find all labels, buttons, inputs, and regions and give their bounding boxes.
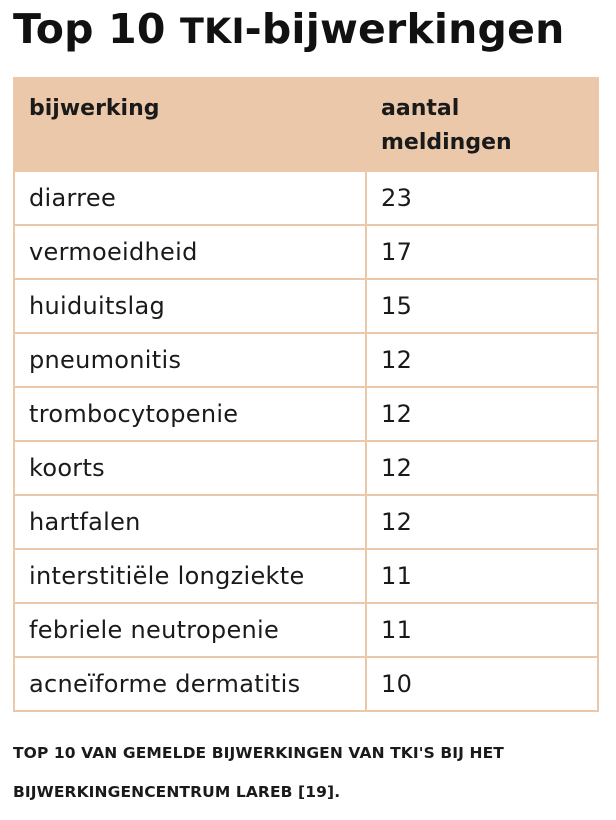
table-row bbox=[14, 171, 598, 225]
header-count-line2: meldingen bbox=[381, 130, 512, 155]
table-body bbox=[14, 171, 598, 711]
report-count-cell: 12 bbox=[366, 333, 598, 387]
table-row bbox=[14, 495, 598, 549]
report-count-cell: 10 bbox=[366, 657, 598, 711]
title-acronym: TKI bbox=[180, 12, 245, 52]
side-effect-cell: huiduitslag bbox=[14, 279, 366, 333]
table-row bbox=[14, 657, 598, 711]
side-effects-table bbox=[13, 77, 599, 712]
side-effect-cell: febriele neutropenie bbox=[14, 603, 366, 657]
side-effect-cell: diarree bbox=[14, 171, 366, 225]
header-report-count bbox=[366, 78, 598, 171]
report-count-cell: 15 bbox=[366, 279, 598, 333]
side-effect-cell: vermoeidheid bbox=[14, 225, 366, 279]
report-count-cell: 11 bbox=[366, 603, 598, 657]
table-row bbox=[14, 387, 598, 441]
header-side-effect: bijwerking bbox=[14, 78, 366, 171]
side-effect-cell: interstitiële longziekte bbox=[14, 549, 366, 603]
side-effect-cell: acneïforme dermatitis bbox=[14, 657, 366, 711]
title-prefix: Top 10 bbox=[13, 5, 181, 53]
page-title bbox=[13, 4, 565, 57]
report-count-cell: 11 bbox=[366, 549, 598, 603]
report-count-cell: 17 bbox=[366, 225, 598, 279]
table-row bbox=[14, 279, 598, 333]
caption-line2: BIJWERKINGENCENTRUM LAREB [19]. bbox=[13, 783, 341, 801]
table-row bbox=[14, 549, 598, 603]
side-effect-cell: hartfalen bbox=[14, 495, 366, 549]
report-count-cell: 23 bbox=[366, 171, 598, 225]
header-count-line1: aantal bbox=[381, 96, 460, 121]
caption-line1: TOP 10 VAN GEMELDE BIJWERKINGEN VAN TKI'S BIJ HET bbox=[13, 744, 504, 762]
table-row bbox=[14, 603, 598, 657]
table-header bbox=[14, 78, 598, 171]
table-caption bbox=[13, 734, 603, 812]
report-count-cell: 12 bbox=[366, 387, 598, 441]
side-effect-cell: pneumonitis bbox=[14, 333, 366, 387]
header-row bbox=[14, 78, 598, 171]
table-row bbox=[14, 441, 598, 495]
side-effect-cell: trombocytopenie bbox=[14, 387, 366, 441]
report-count-cell: 12 bbox=[366, 441, 598, 495]
side-effects-table-container bbox=[13, 77, 597, 712]
table-row bbox=[14, 225, 598, 279]
table-row bbox=[14, 333, 598, 387]
title-suffix: -bijwerkingen bbox=[244, 5, 565, 53]
side-effect-cell: koorts bbox=[14, 441, 366, 495]
report-count-cell: 12 bbox=[366, 495, 598, 549]
